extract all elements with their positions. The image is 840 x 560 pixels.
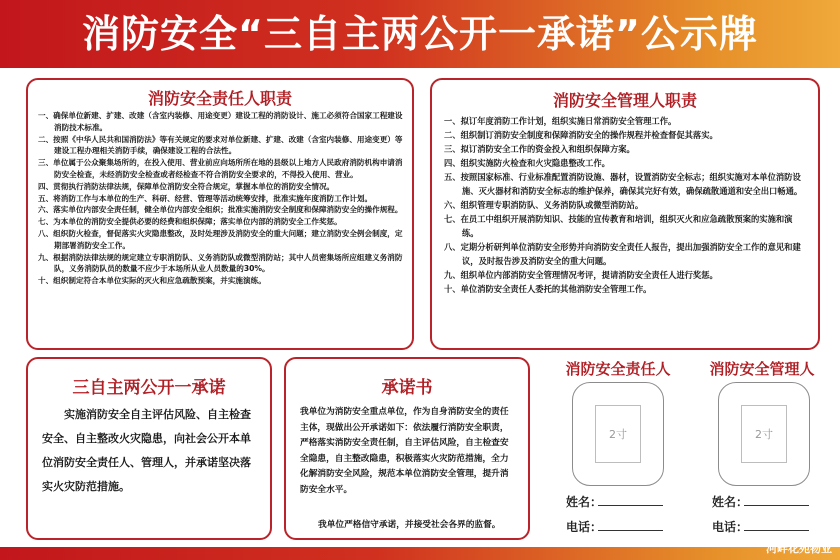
commitment-title: 三自主两公开一承诺 — [72, 378, 226, 398]
duty-item: 八、定期分析研判单位消防安全形势并向消防安全责任人报告，提出加强消防安全工作的意见和建议，及时报告涉及消防安全的重大问题。 — [444, 242, 801, 266]
responsible-duties-panel — [26, 78, 414, 350]
duty-item: 七、在员工中组织开展消防知识、技能的宣传教育和培训，组织灭火和应急疏散预案的实施和演练。 — [444, 214, 793, 238]
responsible-photo-frame — [572, 382, 664, 486]
duty-item: 三、拟订消防安全工作的资金投入和组织保障方案。 — [444, 144, 635, 154]
duty-item: 六、落实单位内部安全责任制，健全单位内部安全组织；批准实施消防安全制度和保障消防安全的操作规程。 — [38, 205, 403, 215]
duty-item: 三、单位属于公众聚集场所的，在投入使用、营业前应向场所所在地的县级以上地方人民政府消防机构申请消防安全检查，未经消防安全检查或者经检查不符合消防安全要求的，不得投入使用、营业。 — [38, 158, 403, 179]
responsible-phone-label: 电话： — [566, 520, 603, 534]
responsible-phone-line — [598, 530, 663, 531]
duty-item: 五、将消防工作与本单位的生产、科研、经营、管理等活动统筹安排，批准实施年度消防工作计划。 — [38, 193, 373, 203]
manager-phone-line — [744, 530, 809, 531]
manager-photo-frame — [718, 382, 810, 486]
responsible-photo-label: 消防安全责任人 — [565, 360, 671, 378]
duty-item: 十、单位消防安全责任人委托的其他消防安全管理工作。 — [444, 284, 652, 294]
footer-bar — [0, 547, 840, 560]
responsible-name-line — [598, 505, 663, 506]
duty-item: 一、拟订年度消防工作计划，组织实施日常消防安全管理工作。 — [444, 116, 677, 126]
pledge-closing: 我单位严格信守承诺，并接受社会各界的监督。 — [318, 520, 501, 530]
duty-item: 二、组织制订消防安全制度和保障消防安全的操作规程并检查督促其落实。 — [444, 130, 718, 140]
duty-item: 九、根据消防法律法规的规定建立专职消防队、义务消防队或微型消防站；其中人员密集场所应组建义务消防队，义务消防队员的数量不应少于本场所从业人员数量的30%。 — [38, 252, 403, 274]
duty-item: 七、为本单位的消防安全提供必要的经费和组织保障；落实单位内部的消防安全工作奖惩。 — [38, 217, 342, 227]
duty-item: 十、组织制定符合本单位实际的灭火和应急疏散预案，并实施演练。 — [38, 276, 266, 286]
pledge-text: 我单位为消防安全重点单位，作为自身消防安全的责任主体，现做出公开承诺如下：依法履行消防安全职责，严格落实消防安全责任制，自主评估风险，自主检查安全隐患，自主整改隐患，积极落实火灾防范措施，全力化解消防安全风险，规范本单位消防安全管理，提升消防安全水平。 — [300, 407, 509, 495]
page-title: 消防安全“三自主两公开一承诺”公示牌 — [82, 12, 758, 56]
pledge-panel — [284, 357, 530, 540]
responsible-duties-title: 消防安全责任人职责 — [147, 89, 292, 108]
manager-name-line — [744, 505, 809, 506]
duty-item: 八、组织防火检查，督促落实火灾隐患整改，及时处理涉及消防安全的重大问题；建立消防安全例会制度，定期部署消防安全工作。 — [38, 228, 403, 250]
duty-item: 六、组织管理专职消防队、义务消防队或微型消防站。 — [444, 200, 644, 210]
pledge-title: 承诺书 — [381, 378, 433, 398]
manager-duties-title: 消防安全管理人职责 — [552, 91, 697, 110]
brand-name: 河畔花苑物业 — [766, 542, 832, 555]
duty-item: 四、贯彻执行消防法律法规，保障单位消防安全符合规定，掌握本单位的消防安全情况。 — [38, 181, 335, 191]
commitment-text: 实施消防安全自主评估风险、自主检查安全、自主整改火灾隐患，向社会公开本单位消防安全责任人、管理人，并承诺坚决落实火灾防范措施。 — [42, 408, 251, 493]
manager-duties-list — [444, 114, 808, 296]
duty-item: 五、按照国家标准、行业标准配置消防设施、器材，设置消防安全标志；组织实施对本单位消防设施、灭火器材和消防安全标志的维护保养，确保其完好有效，确保疏散通道和安全出口畅通。 — [444, 172, 803, 196]
duty-item: 二、按照《中华人民共和国消防法》等有关规定的要求对单位新建、扩建、改建（含室内装修、用途变更）等建设工程办理相关消防手续，确保建设工程的合法性。 — [38, 134, 403, 156]
manager-phone-label: 电话： — [712, 520, 749, 534]
duty-item: 一、确保单位新建、扩建、改建（含室内装修、用途变更）建设工程的消防设计、施工必须符合国家工程建设消防技术标准。 — [38, 111, 403, 132]
duty-item: 四、组织实施防火检查和火灾隐患整改工作。 — [444, 158, 610, 168]
responsible-name-label: 姓名： — [566, 495, 603, 509]
commitment-panel — [26, 357, 272, 540]
responsible-duties-list — [38, 110, 404, 287]
photo-size-hint: 2寸 — [741, 405, 787, 463]
manager-duties-panel — [430, 78, 820, 350]
duty-item: 九、组织单位内部消防安全管理情况考评，提请消防安全责任人进行奖惩。 — [444, 270, 718, 280]
manager-name-label: 姓名： — [712, 495, 749, 509]
photo-size-hint: 2寸 — [595, 405, 641, 463]
manager-photo-label: 消防安全管理人 — [709, 360, 815, 378]
